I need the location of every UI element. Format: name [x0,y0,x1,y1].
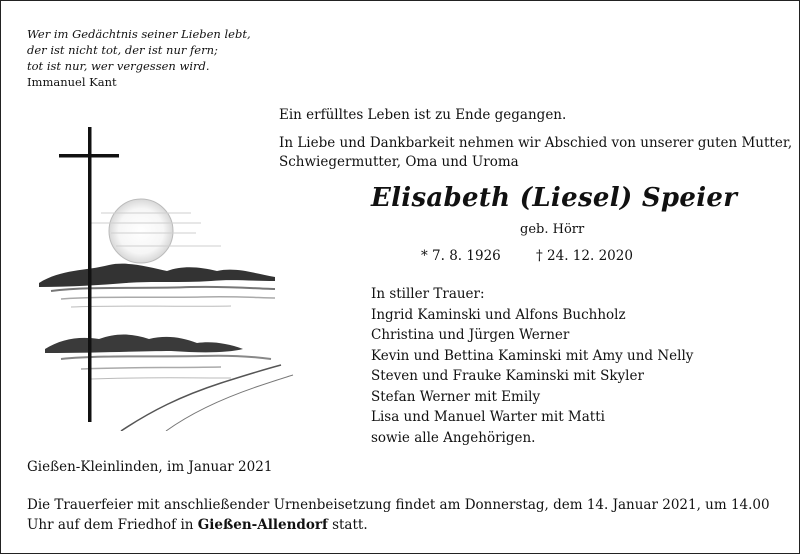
mountain-ridge-lower [45,335,271,380]
intro-line: Ein erfülltes Leben ist zu Ende gegangen. [279,107,567,123]
mourner-entry: Kevin und Bettina Kaminski mit Amy und Nelly [371,347,694,364]
funeral-service-info [27,495,787,535]
intro-line: In Liebe und Dankbarkeit nehmen wir Abschied von unserer guten Mutter, [279,135,793,151]
mourner-entry: Christina und Jürgen Werner [371,327,570,343]
mourners-list [371,284,693,448]
mourner-entry: Ingrid Kaminski und Alfons Buchholz [371,306,626,323]
quote-author: Immanuel Kant [27,75,117,89]
road-path [121,365,281,431]
service-location: Gießen-Allendorf [197,517,328,533]
birth-date: * 7. 8. 1926 [421,248,501,264]
quote-line: tot ist nur, wer vergessen wird. [27,59,210,73]
quote-line: Wer im Gedächtnis seiner Lieben lebt, [27,27,251,41]
quote-line: der ist nicht tot, der ist nur fern; [27,43,218,57]
intro-text [279,106,792,181]
memorial-quote [27,26,251,90]
mourner-entry: sowie alle Angehörigen. [371,429,536,446]
cross-landscape-illustration [31,121,331,431]
service-text: Die Trauerfeier mit anschließender Urnenbeisetzung findet am Donnerstag, dem 14. Januar 2021, um 14.00 Uhr auf dem Friedhof in [27,497,770,533]
sun-icon [109,199,173,263]
mourners-heading: In stiller Trauer: [371,286,485,302]
place-date: Gießen-Kleinlinden, im Januar 2021 [27,459,273,475]
birth-name: geb. Hörr [520,222,585,237]
death-date: † 24. 12. 2020 [536,248,633,264]
deceased-name: Elisabeth (Liesel) Speier [371,183,738,213]
service-text-end: statt. [327,517,368,533]
mourner-entry: Steven und Frauke Kaminski mit Skyler [371,368,644,384]
intro-line: Schwiegermutter, Oma und Uroma [279,154,519,170]
mountain-ridge-upper [39,264,275,307]
mourner-entry: Lisa und Manuel Warter mit Matti [371,409,605,425]
mourner-entry: Stefan Werner mit Emily [371,388,541,405]
